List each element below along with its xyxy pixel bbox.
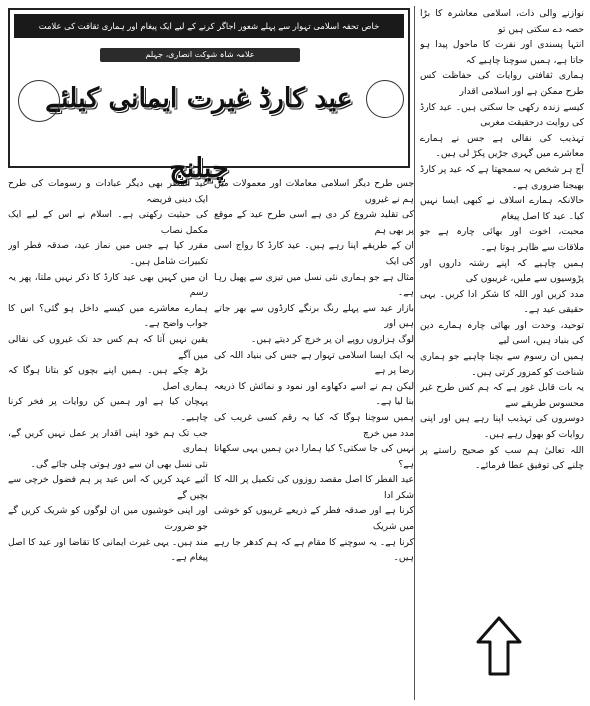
- text-line: ان کے طریقے اپنا رہے ہیں۔ عید کارڈ کا رواج اسی کی ایک: [214, 240, 414, 267]
- text-line: کرنا ہے اور صدقہ فطر کے ذریعے غریبوں کو خوشی میں شریک: [214, 505, 414, 533]
- article-column-left: [8, 176, 208, 700]
- text-line: محبت، اخوت اور بھائی چارہ ہے جو ملاقات سے ظاہر ہوتا ہے۔: [420, 226, 584, 253]
- text-line: آئیے عہد کریں کہ اس عید پر ہم فضول خرچی سے بچیں گے: [8, 474, 208, 501]
- text-line: نئی نسل بھی ان سے دور ہوتی چلی جائے گی۔: [30, 458, 208, 470]
- text-line: کرنا ہے۔ یہ سوچنے کا مقام ہے کہ ہم کدھر جا رہے ہیں۔: [214, 536, 414, 564]
- text-line: ان میں کہیں بھی عید کارڈ کا ذکر نہیں ملتا، پھر یہ رسم: [8, 271, 208, 299]
- text-line: یہ ایک ایسا اسلامی تہوار ہے جس کی بنیاد اللہ کی رضا پر ہے: [214, 349, 414, 377]
- text-line: ہمیں چاہیے کہ اپنے رشتہ داروں اور پڑوسیوں سے ملیں، غریبوں کی: [420, 257, 584, 285]
- text-line: مقرر کیا ہے جس میں نماز عید، صدقہ فطر اور تکبیرات شامل ہیں۔: [8, 240, 208, 267]
- text-line: مند ہیں۔ یہی غیرت ایمانی کا تقاضا اور عید کا اصل پیغام ہے۔: [8, 536, 208, 564]
- column-divider: [414, 6, 415, 700]
- article-column-middle: [214, 176, 414, 700]
- text-line: جب تک ہم خود اپنی اقدار پر عمل نہیں کریں گے، ہماری: [8, 427, 208, 455]
- text-line: نوازنے والی ذات، اسلامی معاشرہ کا بڑا حصہ دے سکتی ہیں تو: [420, 8, 584, 35]
- text-line: ہمیں ان رسوم سے بچنا چاہیے جو ہماری شناخت کو کمزور کرتی ہیں۔: [420, 351, 584, 378]
- text-line: لوگ ہزاروں روپے ان پر خرچ کر دیتے ہیں۔: [251, 333, 414, 345]
- text-line: پہچان کیا ہے اور ہمیں کن روایات پر فخر کرنا چاہیے۔: [8, 396, 208, 423]
- text-line: مثال ہے جو ہماری نئی نسل میں تیزی سے پھیل رہا ہے۔: [214, 271, 414, 299]
- text-line: ہمیں سوچنا ہوگا کہ کیا یہ رقم کسی غریب کی مدد میں خرچ: [214, 411, 414, 439]
- text-line: تہذیب کی نقالی ہے جس نے ہمارے معاشرے میں گہری جڑیں پکڑ لی ہیں۔: [420, 132, 584, 160]
- text-line: یہ بات قابل غور ہے کہ ہم کس طرح غیر محسوس طریقے سے: [420, 382, 584, 409]
- article-header: [8, 8, 410, 184]
- text-line: انتہا پسندی اور نفرت کا ماحول پیدا ہو جاتا ہے، ہمیں سوچنا چاہیے کہ: [420, 39, 584, 66]
- text-line: اور اپنی خوشیوں میں ان لوگوں کو شریک کریں گے جو ضرورت: [8, 505, 208, 533]
- title-ornament: [366, 80, 404, 118]
- text-line: بڑھ چکے ہیں۔ ہمیں اپنے بچوں کو بتانا ہوگا کہ ہماری اصل: [8, 365, 208, 392]
- newspaper-page: [6, 6, 584, 700]
- text-line: بازار عید سے پہلے رنگ برنگے کارڈوں سے بھر جاتے ہیں اور: [214, 302, 414, 330]
- text-line: حالانکہ ہمارے اسلاف نے کبھی ایسا نہیں کیا۔ عید کا اصل پیغام: [420, 195, 584, 222]
- text-line: کیسے زندہ رکھی جا سکتی ہیں۔ عید کارڈ کی روایت درحقیقت مغربی: [420, 101, 584, 129]
- text-line: آج ہر شخص یہ سمجھتا ہے کہ عید پر کارڈ بھیجنا ضروری ہے۔: [420, 163, 584, 191]
- text-line: توحید، وحدت اور بھائی چارہ ہمارے دین کی بنیاد ہیں، اسی لیے: [420, 319, 584, 347]
- article-column-right: [420, 6, 584, 700]
- text-line: اللہ تعالیٰ ہم سب کو صحیح راستے پر چلنے کی توفیق عطا فرمائے۔: [420, 444, 584, 472]
- text-line: عید الفطر بھی دیگر عبادات و رسومات کی طرح ایک دینی فریضہ: [8, 178, 208, 205]
- text-line: ہمارے معاشرے میں کیسے داخل ہو گئی؟ اس کا جواب واضح ہے۔: [8, 302, 208, 330]
- text-line: کی تقلید شروع کر دی ہے اسی طرح عید کے موقع پر بھی ہم: [214, 209, 414, 236]
- text-line: یقین نہیں آتا کہ ہم کس حد تک غیروں کی نقالی میں آگے: [8, 333, 208, 361]
- text-line: مدد کریں اور اللہ کا شکر ادا کریں۔ یہی حقیقی عید ہے۔: [420, 288, 584, 316]
- text-line: دوسروں کی تہذیب اپنا رہے ہیں اور اپنی روایات کو بھول رہے ہیں۔: [420, 413, 584, 441]
- text-line: نہیں کی جا سکتی؟ کیا ہمارا دین ہمیں یہی سکھاتا ہے؟: [214, 443, 414, 470]
- title-ornament: [18, 80, 60, 122]
- article-title: عید کارڈ غیرت ایمانی کیلئے چیلنج: [45, 83, 353, 184]
- text-line: عید الفطر کا اصل مقصد روزوں کی تکمیل پر اللہ کا شکر ادا: [214, 474, 414, 501]
- text-line: ہماری ثقافتی روایات کی حفاظت کس طرح ممکن ہے اور اسلامی اقدار: [420, 70, 584, 97]
- author-byline: علامہ شاہ شوکت انصاری، جہلم: [100, 48, 300, 62]
- text-line: جس طرح دیگر اسلامی معاملات اور معمولات میں ہم نے غیروں: [214, 178, 414, 205]
- continue-arrow-icon: [476, 616, 522, 676]
- text-line: کی حیثیت رکھتی ہے۔ اسلام نے اس کے لیے ایک مکمل نصاب: [8, 209, 208, 236]
- text-line: لیکن ہم نے اسے دکھاوے اور نمود و نمائش کا ذریعہ بنا لیا ہے۔: [214, 380, 414, 408]
- header-topbar: خاص تحفہ اسلامی تہوار سے پہلے شعور اجاگر کرنے کے لیے ایک پیغام اور ہماری ثقافت کی علامت: [14, 14, 404, 38]
